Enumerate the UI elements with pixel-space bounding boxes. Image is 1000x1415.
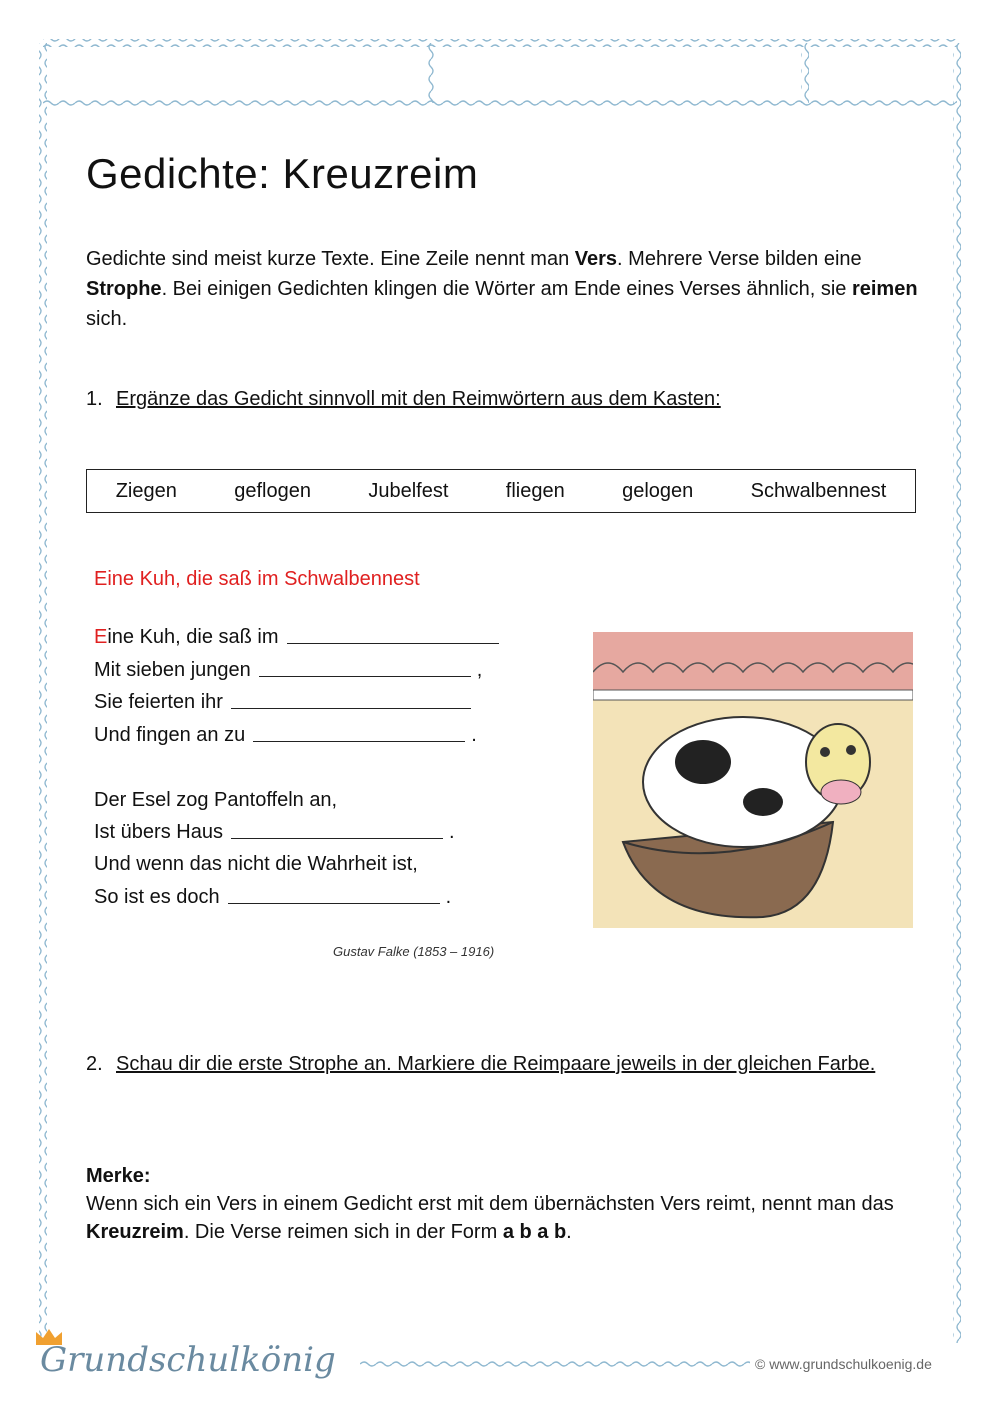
task-1 xyxy=(86,385,926,415)
word-option: fliegen xyxy=(505,479,565,502)
poem-author: Gustav Falke (1853 – 1916) xyxy=(333,944,495,959)
page-title: Gedichte: Kreuzreim xyxy=(86,150,479,197)
poem-line: Mit sieben jungen , xyxy=(94,659,483,681)
poem-line: Und fingen an zu . xyxy=(94,724,477,746)
poem-line: Und wenn das nicht die Wahrheit ist, xyxy=(94,853,418,875)
merke-box: Merke: Wenn sich ein Vers in einem Gedicht erst mit dem übernächsten Vers reimt, nennt man das Kreuzreim. Die Verse reimen sich in der Form a b a b. xyxy=(86,1165,894,1243)
answer-blank[interactable] xyxy=(231,837,443,839)
intro-text: Gedichte sind meist kurze Texte. Eine Zeile nennt man Vers. Mehrere Verse bilden eine Strophe. Bei einigen Gedichten klingen die Wörter am Ende eines Verses ähnlich, sie reimen sich. xyxy=(86,248,918,330)
brand-logo: Grundschulkönig xyxy=(40,1340,336,1380)
poem-line: Der Esel zog Pantoffeln an, xyxy=(94,789,338,811)
poem-line: Sie feierten ihr xyxy=(94,691,471,714)
answer-blank[interactable] xyxy=(287,642,499,644)
word-box xyxy=(86,469,916,513)
poem-line: E ine Kuh, die saß im xyxy=(94,626,499,649)
poem-line: Ist übers Haus . xyxy=(94,821,455,843)
word-option: gelogen xyxy=(622,479,694,502)
copyright-text: © www.grundschulkoenig.de xyxy=(755,1356,932,1372)
task-number: 1. xyxy=(86,388,103,410)
task-2 xyxy=(86,1050,926,1110)
task-number: 2. xyxy=(86,1053,103,1075)
word-option: geflogen xyxy=(234,479,311,502)
cow-in-nest-illustration xyxy=(593,632,913,928)
answer-blank[interactable] xyxy=(253,740,465,742)
word-option: Jubelfest xyxy=(368,479,449,502)
answer-blank[interactable] xyxy=(228,902,440,904)
poem-title: Eine Kuh, die saß im Schwalbennest xyxy=(94,568,420,590)
task-instruction: Ergänze das Gedicht sinnvoll mit den Reimwörtern aus dem Kasten: xyxy=(116,388,721,410)
task-instruction: Schau dir die erste Strophe an. Markiere die Reimpaare jeweils in der gleichen Farbe. xyxy=(116,1053,876,1075)
word-option: Ziegen xyxy=(115,479,177,502)
answer-blank[interactable] xyxy=(259,675,471,677)
poem-line: So ist es doch . xyxy=(94,886,452,908)
answer-blank[interactable] xyxy=(231,707,471,709)
footer-wavy-line xyxy=(360,1360,750,1368)
word-option: Schwalbennest xyxy=(750,479,887,502)
merke-heading: Merke: xyxy=(86,1165,151,1187)
